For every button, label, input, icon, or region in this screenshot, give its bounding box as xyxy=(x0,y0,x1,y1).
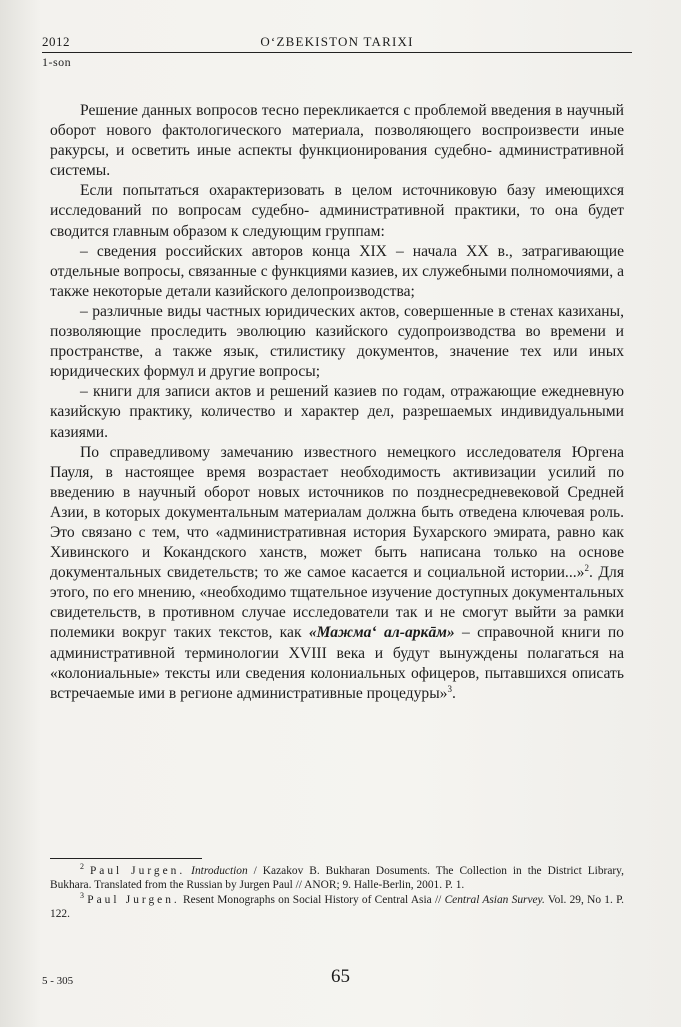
header-issue: 1-son xyxy=(42,55,72,69)
quote-text: По справедливому замечанию известного немецкого исследователя Юргена Пауля, в настоящее время возрастает необходимость активизации усилий по введению в научный оборот новых источников по позднесредневековой Средней Азии, в которых документальным материалам должна быть отведена ключевая роль. Это связано с тем, что «административная история Бухарского эмирата, равно как Хивинского и Кокандского ханств, может быть написана только на основе документальных свидетельств; то же самое касается и социальной истории...» xyxy=(50,443,624,582)
header-rule xyxy=(42,52,632,53)
footnotes xyxy=(50,864,624,921)
body-text xyxy=(50,101,624,704)
list-item: – сведения российских авторов конца XIX – начала XX в., затрагивающие отдельные вопросы, связанные с функциями казиев, их служебными полномочиями, а также некоторые детали казийского делопроизводства; xyxy=(50,242,624,300)
footnote-rule xyxy=(50,858,202,859)
footnote-text: Resent Monographs on Social History of Central Asia // xyxy=(179,893,445,906)
footnote-number: 2 xyxy=(80,862,84,872)
print-code: 5 - 305 xyxy=(42,975,74,987)
header-journal-title: O‘ZBEKISTON TARIXI xyxy=(260,34,414,49)
quote-text: . xyxy=(451,684,456,702)
list-item: – различные виды частных юридических актов, совершенные в стенах казиханы, позволяющие проследить эволюцию казийского судопроизводства во времени и пространстве, а также язык, стилистику документов, значение тех или иных юридических формул и другие вопросы; xyxy=(50,302,624,381)
page-number: 65 xyxy=(331,966,350,987)
footnote-author: Paul Jurgen. xyxy=(89,865,186,877)
quote-text: – справочной книги по административной терминологии XVIII века и будут вынуждены полагаться на «колониальные» тексты или сведения колониальных офицеров, пытавшихся описать встречаемые ими в регионе административные процедуры» xyxy=(50,624,624,702)
footnote xyxy=(50,864,624,893)
header-year: 2012 xyxy=(42,34,70,49)
quote-text: . Для этого, по его мнению, «необходимо тщательное изучение доступных документальных свидетельств, в противном случае исследователи так и не смогут выйти за рамки полемики вокруг таких текстов, как xyxy=(50,564,625,642)
quote-paragraph xyxy=(50,443,624,704)
source-title: «Мажма‘ ал-аркāм» xyxy=(308,624,455,642)
footnote-journal: Central Asian Survey. xyxy=(444,893,545,906)
footnote xyxy=(50,890,625,922)
footnote-author: Paul Jurgen. xyxy=(87,893,180,906)
footnote-text: Vol. 29, No 1. P. 122. xyxy=(50,893,625,920)
paragraph: Если попытаться охарактеризовать в целом источниковую базу имеющихся исследований по вопросам судебно- административной практики, то она будет сводится главным образом к следующим группам: xyxy=(50,182,624,240)
footnote-number: 3 xyxy=(80,890,84,900)
footnote-title: Introduction xyxy=(191,865,248,877)
footnote-text: / Kazakov B. Bukharan Dosuments. The Collection in the District Library, Bukhara. Translated from the Russian by Jurgen Paul // ANOR; 9. Halle-Berlin, 2001. P. 1. xyxy=(50,865,624,892)
footnote-ref[interactable]: 3 xyxy=(447,683,452,694)
list-item: – книги для записи актов и решений казиев по годам, отражающие ежедневную казийскую практику, количество и характер дел, разрешаемых индивидуальными казиями. xyxy=(50,383,624,441)
footnote-ref[interactable]: 2 xyxy=(584,562,589,573)
paragraph: Решение данных вопросов тесно перекликается с проблемой введения в научный оборот нового фактологического материала, позволяющего воспроизвести иные ракурсы, и осветить иные аспекты функционирования судебно- административной системы. xyxy=(50,102,624,180)
